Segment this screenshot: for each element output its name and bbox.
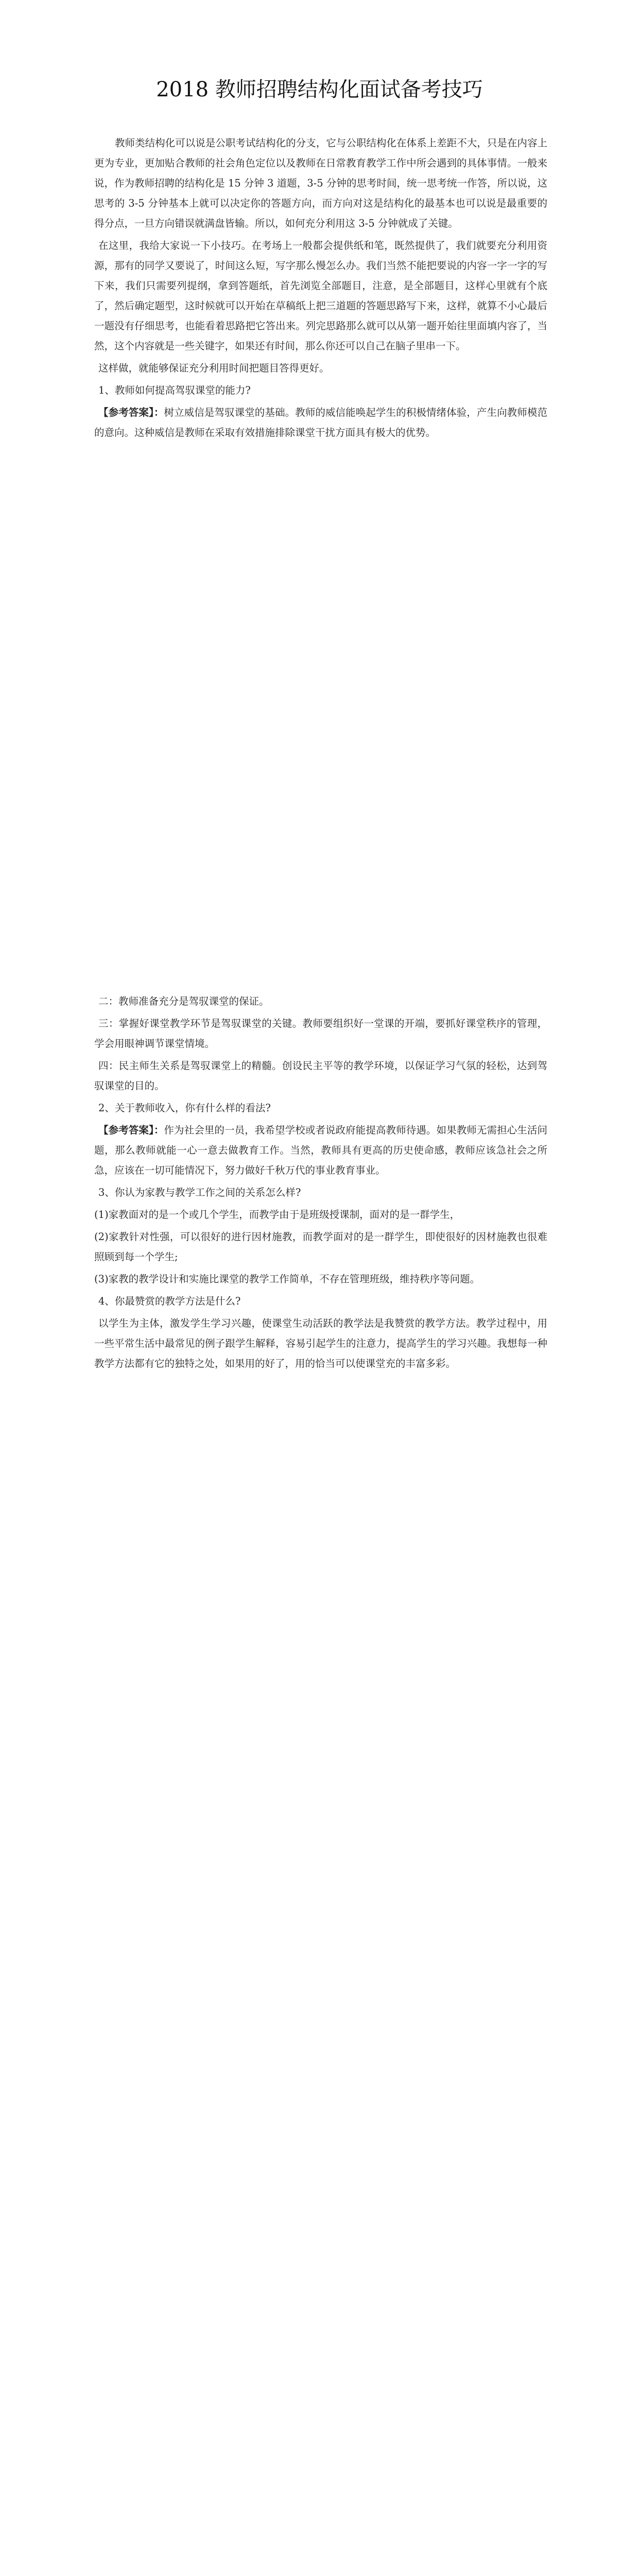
intro-section	[94, 133, 547, 445]
part2-point-4: 四：民主师生关系是驾驭课堂上的精髓。创设民主平等的教学环境，以保证学习气氛的轻松，达到驾驭课堂的目的。	[94, 1060, 547, 1092]
q4-answer: 以学生为主体，激发学生学习兴趣，使课堂生动活跃的教学法是我赞赏的教学方法。教学过程中，用一些平常生活中最常见的例子跟学生解释，容易引起学生的注意力，提高学生的学习兴趣。我想每一种教学方法都有它的独特之处，如果用的好了，用的恰当可以使课堂充的丰富多彩。	[94, 1317, 547, 1369]
q2-answer	[94, 1120, 547, 1180]
q3-item-1: (1)家教面对的是一个或几个学生，而教学由于是班级授课制，面对的是一群学生，	[94, 1209, 460, 1221]
q1-answer-text: 树立威信是驾驭课堂的基础。教师的威信能唤起学生的积极情绪体验，产生向教师模范的意向。这种威信是教师在采取有效措施排除课堂干扰方面具有极大的优势。	[94, 406, 547, 438]
q1-answer	[94, 402, 547, 443]
part2-section	[94, 991, 547, 1376]
q3-question: 3、你认为家教与教学工作之间的关系怎么样?	[98, 1187, 301, 1198]
q2-answer-tag: 【参考答案】：	[98, 1124, 164, 1136]
document-title: 2018 教师招聘结构化面试备考技巧	[156, 78, 483, 101]
q3-item-3: (3)家教的教学设计和实施比课堂的教学工作简单，不存在管理班级，维持秩序等问题。	[94, 1273, 480, 1285]
part2-point-2: 二：教师准备充分是驾驭课堂的保证。	[98, 995, 269, 1007]
q3-item-2: (2)家教针对性强，可以很好的进行因材施教，而教学面对的是一群学生，即使很好的因材施教也很难照顾到每一个学生;	[94, 1231, 547, 1263]
q1-question: 1、教师如何提高驾驭课堂的能力?	[98, 384, 251, 396]
q2-answer-text: 作为社会里的一员，我希望学校或者说政府能提高教师待遇。如果教师无需担心生活问题，那么教师就能一心一意去做教育工作。当然，教师具有更高的历史使命感，教师应该急社会之所急，应该在一切可能情况下，努力做好千秋万代的事业教育事业。	[94, 1124, 547, 1176]
q1-answer-tag: 【参考答案】：	[98, 406, 164, 418]
intro-paragraph-3: 这样做，就能够保证充分利用时间把题目答得更好。	[98, 362, 330, 374]
intro-paragraph-2: 在这里，我给大家说一下小技巧。在考场上一般都会提供纸和笔，既然提供了，我们就要充分利用资源，那有的同学又要说了，时间这么短，写字那么慢怎么办。我们当然不能把要说的内容一字一字的写下来，我们只需要列提纲，拿到答题纸，首先浏览全部题目，注意，是全部题目，这样心里就有个底了，然后确定题型，这时候就可以开始在草稿纸上把三道题的答题思路写下来，这样，就算不小心最后一题没有仔细思考，也能看着思路把它答出来。列完思路那么就可以从第一题开始往里面填内容了，当然，这个内容就是一些关键字，如果还有时间，那么你还可以自己在脑子里串一下。	[94, 240, 547, 352]
q2-question: 2、关于教师收入，你有什么样的看法?	[98, 1102, 271, 1114]
q4-question: 4、你最赞赏的教学方法是什么?	[98, 1295, 241, 1307]
part2-point-3: 三：掌握好课堂教学环节是驾驭课堂的关键。教师要组织好一堂课的开端，要抓好课堂秩序的管理，学会用眼神调节课堂情境。	[94, 1018, 547, 1049]
intro-paragraph-1: 教师类结构化可以说是公职考试结构化的分支，它与公职结构化在体系上差距不大，只是在内容上更为专业，更加贴合教师的社会角色定位以及教师在日常教育教学工作中所会遇到的具体事情。一般来说，作为教师招聘的结构化是 15 分钟 3 道题，3-5 分钟的思考时间，统一思考统一作答，所以说，这思考的 3-5 分钟基本上就可以决定你的答题方向，而方向对这是结构化的最基本也可以说是最重要的得分点，一旦方向错误就满盘皆输。所以，如何充分利用这 3-5 分钟就成了关键。	[94, 137, 547, 229]
